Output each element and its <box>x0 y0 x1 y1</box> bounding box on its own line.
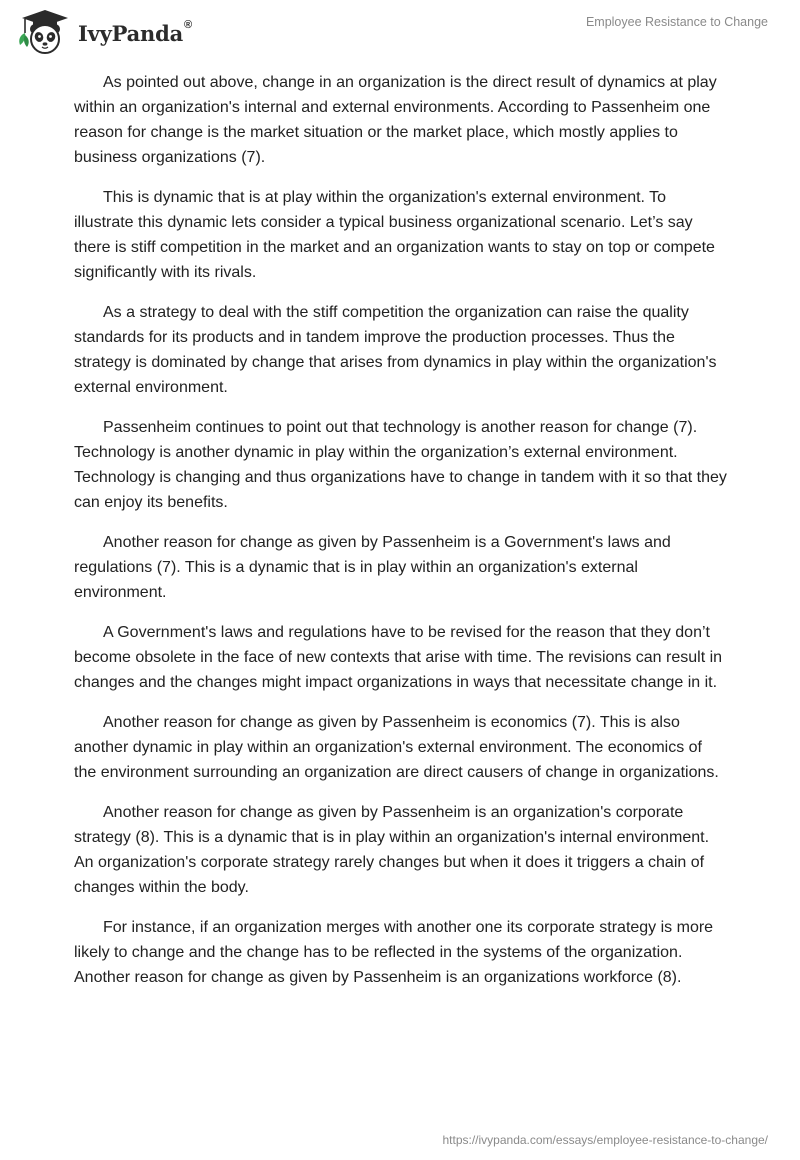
paragraph: Another reason for change as given by Passenheim is a Government's laws and regulations (7). This is a dynamic that is in play within an organization's external environment. <box>74 534 671 601</box>
paragraph: A Government's laws and regulations have to be revised for the reason that they don’t become obsolete in the face of new contexts that arise with time. The revisions can result in changes and the changes might impact organizations in ways that necessitate change in it. <box>74 624 723 691</box>
registered-mark: ® <box>184 18 192 31</box>
source-url-link[interactable]: https://ivypanda.com/essays/employee-resistance-to-change/ <box>442 1133 768 1147</box>
paragraph: As pointed out above, change in an organization is the direct result of dynamics at play within an organization's internal and external environments. According to Passenheim one reason for change is the market situation or the market place, which mostly applies to business organizations (7). <box>74 74 717 166</box>
document-title: Employee Resistance to Change <box>585 15 768 29</box>
paragraph: Another reason for change as given by Passenheim is an organization's corporate strategy (8). This is a dynamic that is in play within an organization's internal environment. An organization's corporate strategy rarely changes but when it does it triggers a chain of changes within the body. <box>74 804 710 896</box>
paragraph: Another reason for change as given by Passenheim is economics (7). This is also another dynamic in play within an organization's external environment. The economics of the environment surrounding an organization are direct causers of change in organizations. <box>74 714 719 781</box>
panda-graduate-icon <box>16 8 74 56</box>
paragraph: For instance, if an organization merges with another one its corporate strategy is more likely to change and the change has to be reflected in the systems of the organization. Another reason for change as given by Passenheim is an organizations workforce (8). <box>74 919 714 986</box>
essay-body <box>74 70 728 1005</box>
paragraph: As a strategy to deal with the stiff competition the organization can raise the quality standards for its products and in tandem improve the production processes. Thus the strategy is dominated by change that arises from dynamics in play within the organization's external environment. <box>74 304 717 396</box>
paragraph: This is dynamic that is at play within the organization's external environment. To illustrate this dynamic lets consider a typical business organizational scenario. Let’s say there is stiff competition in the market and an organization wants to stay on top or compete significantly with its rivals. <box>74 189 715 281</box>
paragraph: Passenheim continues to point out that technology is another reason for change (7). Technology is another dynamic in play within the organization’s external environment. Technology is changing and thus organizations have to change in tandem with it so that they can enjoy its benefits. <box>74 419 727 511</box>
ivypanda-logo[interactable] <box>16 8 192 56</box>
page-header <box>0 0 800 60</box>
logo-wordmark: IvyPanda® <box>78 18 192 46</box>
